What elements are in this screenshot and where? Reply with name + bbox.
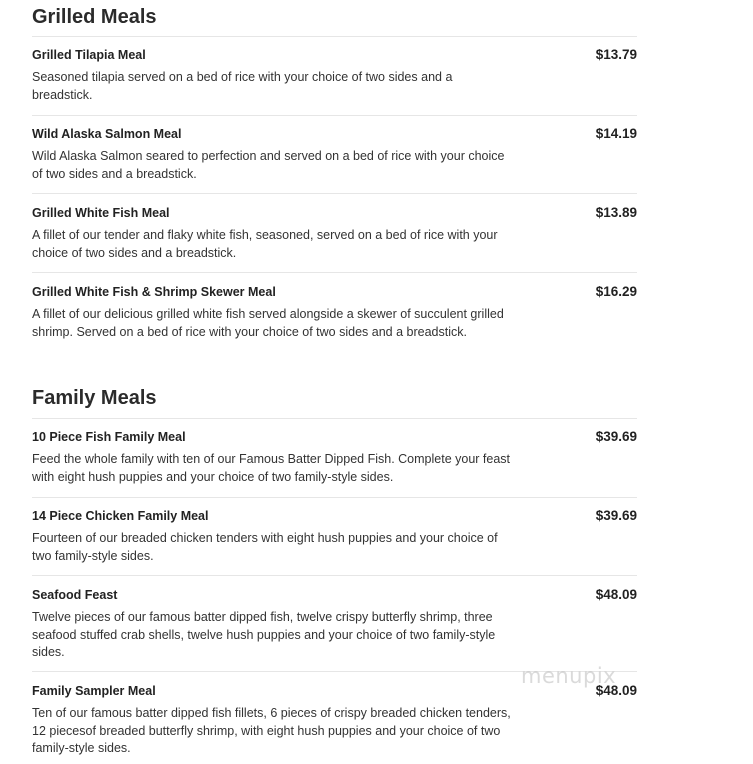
item-name: Seafood Feast [32, 588, 118, 602]
item-name: 14 Piece Chicken Family Meal [32, 509, 209, 523]
menu-item[interactable] [32, 576, 637, 672]
item-name: Grilled White Fish & Shrimp Skewer Meal [32, 285, 276, 299]
menu-item[interactable] [32, 116, 637, 194]
item-price: $48.09 [595, 587, 637, 602]
section-title: Family Meals [32, 387, 157, 409]
item-description: Fourteen of our breaded chicken tenders with eight hush puppies and your choice of two family-style sides. [32, 531, 498, 563]
menu-item[interactable] [32, 194, 637, 273]
menu-item[interactable] [32, 498, 637, 576]
item-name: Wild Alaska Salmon Meal [32, 127, 182, 141]
item-description: A fillet of our delicious grilled white fish served alongside a skewer of succulent grilled shrimp. Served on a bed of rice with your choice of two sides and a breadstick. [32, 307, 504, 339]
item-price: $13.79 [595, 47, 637, 62]
item-price: $16.29 [595, 284, 637, 299]
item-description: Seasoned tilapia served on a bed of rice with your choice of two sides and a breadstick. [32, 70, 453, 102]
menu-item[interactable] [32, 273, 637, 377]
item-name: Grilled White Fish Meal [32, 206, 170, 220]
item-price: $13.89 [595, 205, 637, 220]
menu-section-family-meals [32, 380, 637, 764]
item-name: 10 Piece Fish Family Meal [32, 430, 186, 444]
section-title: Grilled Meals [32, 6, 157, 28]
item-description: A fillet of our tender and flaky white fish, seasoned, served on a bed of rice with your choice of two sides and a breadstick. [32, 228, 498, 260]
section-header [32, 0, 637, 37]
item-price: $39.69 [595, 508, 637, 523]
item-description: Ten of our famous batter dipped fish fillets, 6 pieces of crispy breaded chicken tenders, 12 piecesof breaded butterfly shrimp, with eight hush puppies and your choice of two family-style sides. [32, 706, 511, 755]
item-price: $48.09 [595, 683, 637, 698]
menu-item[interactable] [32, 419, 637, 498]
item-price: $39.69 [595, 429, 637, 444]
menu-page [32, 0, 637, 764]
menu-item[interactable] [32, 37, 637, 116]
item-price: $14.19 [595, 126, 637, 141]
item-description: Feed the whole family with ten of our Famous Batter Dipped Fish. Complete your feast with eight hush puppies and your choice of two family-style sides. [32, 452, 511, 484]
menu-section-grilled-meals [32, 0, 637, 377]
item-description: Wild Alaska Salmon seared to perfection and served on a bed of rice with your choice of two sides and a breadstick. [32, 149, 505, 181]
item-name: Grilled Tilapia Meal [32, 48, 146, 62]
section-header [32, 380, 637, 419]
item-description: Twelve pieces of our famous batter dipped fish, twelve crispy butterfly shrimp, three seafood stuffed crab shells, twelve hush puppies and your choice of two family-style sides. [32, 610, 496, 659]
item-name: Family Sampler Meal [32, 684, 156, 698]
watermark-logo: menupix [521, 664, 617, 688]
